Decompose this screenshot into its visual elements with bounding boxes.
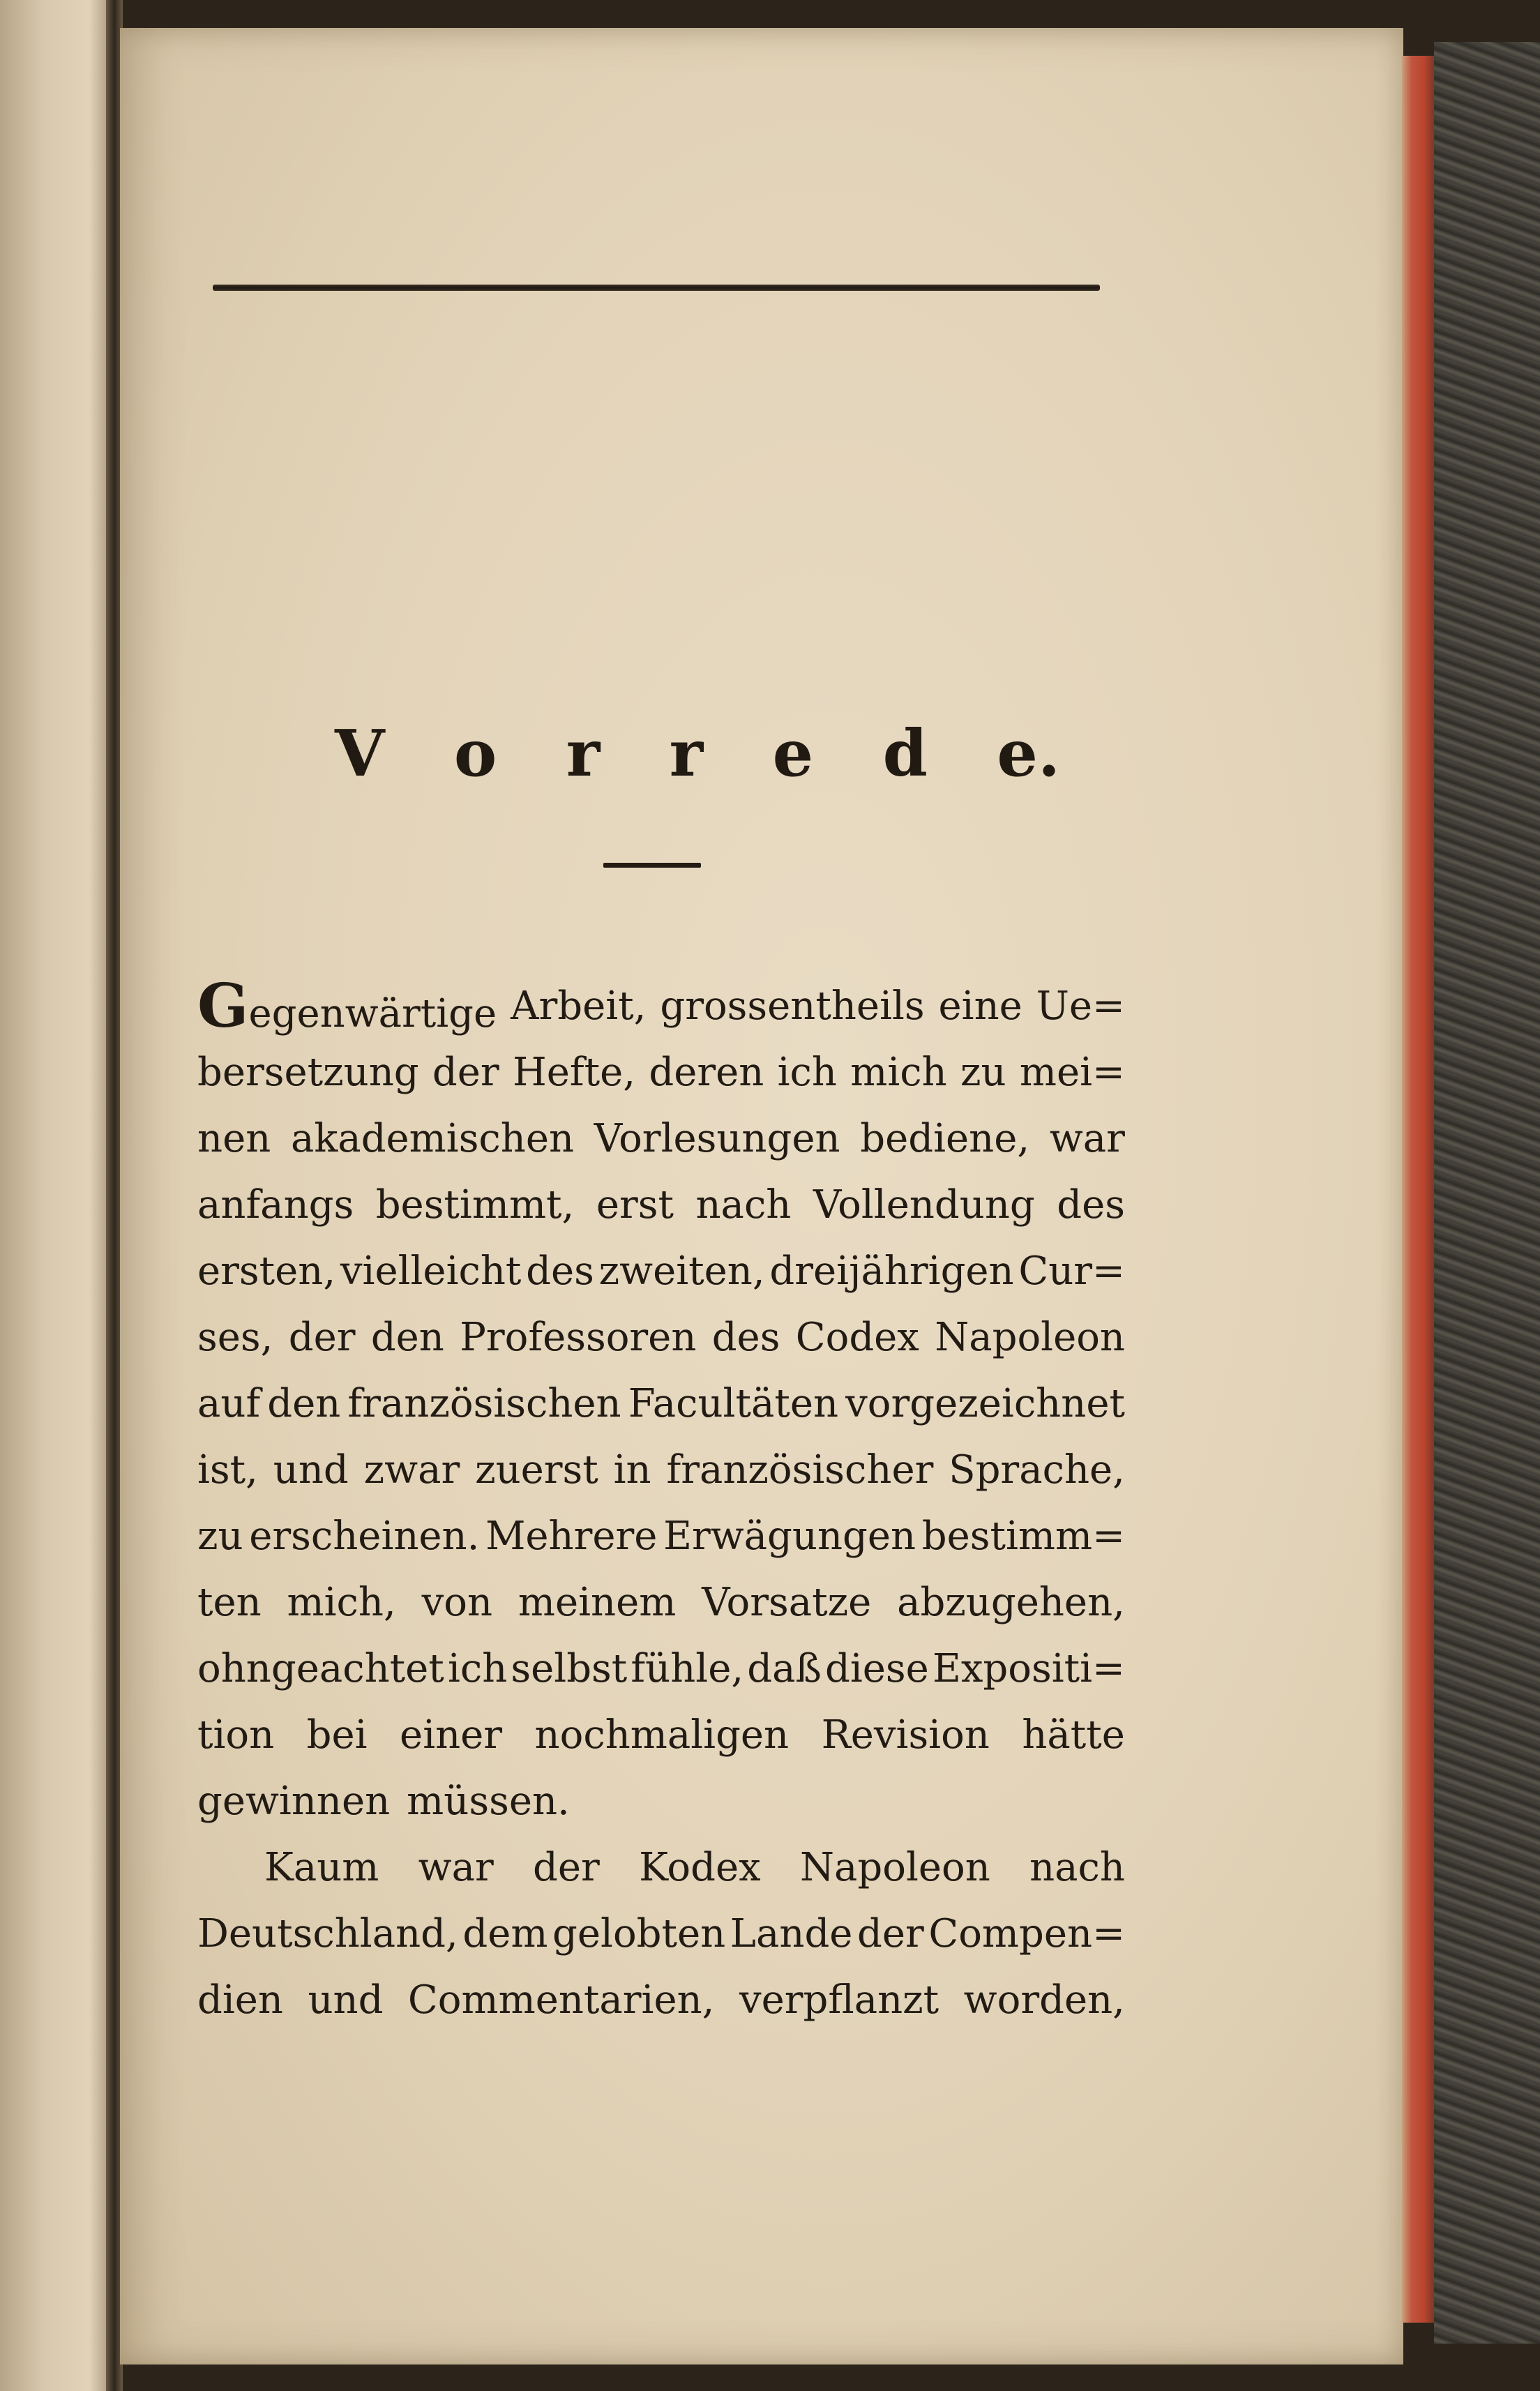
- word: bestimmt,: [375, 1182, 575, 1228]
- word: Cur=: [1018, 1249, 1125, 1294]
- title-letter: d: [882, 716, 928, 791]
- word: bestimm=: [921, 1514, 1125, 1559]
- text-line: [197, 1238, 1125, 1304]
- word: dem: [462, 1911, 548, 1956]
- title-rule: [603, 863, 701, 868]
- text-line: [197, 1834, 1125, 1901]
- word: ses,: [197, 1315, 273, 1360]
- word: nach: [695, 1182, 792, 1228]
- word: hätte: [1022, 1712, 1125, 1758]
- word: zu: [197, 1514, 243, 1559]
- word: Sprache,: [949, 1447, 1125, 1493]
- word: nach: [1029, 1845, 1125, 1890]
- word: den: [267, 1381, 341, 1426]
- word: ersten,: [197, 1249, 336, 1294]
- title-letter: o: [453, 716, 497, 791]
- word: Ue=: [1036, 983, 1125, 1029]
- word: worden,: [963, 1977, 1125, 2023]
- word: einer: [400, 1712, 503, 1758]
- word: Hefte,: [512, 1050, 636, 1095]
- text-line: [197, 1039, 1125, 1106]
- red-page-edges: [1402, 56, 1434, 2323]
- word: vielleicht: [340, 1249, 522, 1294]
- book-cover-edge: [1434, 42, 1540, 2344]
- word: vorgezeichnet: [845, 1381, 1125, 1426]
- word: ich: [777, 1050, 837, 1095]
- title-letter: r: [669, 716, 704, 791]
- page-title: [335, 715, 1060, 792]
- word: fühle,: [631, 1646, 744, 1691]
- title-letter: e.: [997, 716, 1060, 791]
- word: der: [857, 1911, 924, 1956]
- word: ten: [197, 1580, 262, 1625]
- word: Erwägungen: [663, 1514, 916, 1559]
- word: akademischen: [290, 1116, 575, 1161]
- word: des: [711, 1315, 780, 1360]
- word: Commentarien,: [407, 1977, 715, 2023]
- text-line: [197, 1106, 1125, 1172]
- word: bediene,: [860, 1116, 1030, 1161]
- word: erscheinen.: [249, 1514, 480, 1559]
- text-line: [197, 1304, 1125, 1371]
- facing-page-edge: [0, 0, 112, 2391]
- word: anfangs: [197, 1182, 354, 1228]
- word: grossentheils: [660, 983, 925, 1029]
- word: nen: [197, 1116, 271, 1161]
- word: mich: [850, 1050, 947, 1095]
- word: nochmaligen: [534, 1712, 790, 1758]
- word: Revision: [821, 1712, 990, 1758]
- word: dien: [197, 1977, 283, 2023]
- word: auf: [197, 1381, 261, 1426]
- word: bersetzung: [197, 1050, 419, 1095]
- text-line: [197, 1967, 1125, 2033]
- word: deren: [649, 1050, 764, 1095]
- text-line: [197, 1636, 1125, 1702]
- word: des: [1057, 1182, 1125, 1228]
- text-line: [197, 1702, 1125, 1768]
- word: und: [308, 1977, 384, 2023]
- word: der: [533, 1845, 600, 1890]
- word: Mehrere: [485, 1514, 658, 1559]
- word: Kaum: [264, 1845, 379, 1890]
- word: französischer: [666, 1447, 934, 1493]
- header-rule: [213, 285, 1100, 291]
- word: von: [421, 1580, 493, 1625]
- title-letter: r: [566, 716, 601, 791]
- word: diese: [825, 1646, 929, 1691]
- word: des: [526, 1249, 594, 1294]
- text-line: [197, 1901, 1125, 1967]
- word: Gegenwärtige: [197, 971, 497, 1041]
- word: Deutschland,: [197, 1911, 458, 1956]
- word: Codex: [795, 1315, 919, 1360]
- word: zwar: [363, 1447, 460, 1493]
- word: meinem: [518, 1580, 677, 1625]
- word: der: [288, 1315, 356, 1360]
- word: Lande: [730, 1911, 853, 1956]
- word: Professoren: [460, 1315, 697, 1360]
- word: Expositi=: [932, 1646, 1125, 1691]
- word: Vorlesungen: [594, 1116, 840, 1161]
- word: mich,: [287, 1580, 396, 1625]
- text-line: [197, 973, 1125, 1039]
- text-line: [197, 1371, 1125, 1437]
- word: französischen: [347, 1381, 621, 1426]
- word: dreijährigen: [769, 1249, 1014, 1294]
- word: erst: [596, 1182, 674, 1228]
- word: müssen.: [407, 1779, 570, 1824]
- word: daß: [747, 1646, 822, 1691]
- word: den: [370, 1315, 444, 1360]
- word: gelobten: [552, 1911, 726, 1956]
- title-letter: e: [772, 716, 814, 791]
- word: zu: [960, 1050, 1006, 1095]
- word: zuerst: [475, 1447, 598, 1493]
- word: Kodex: [639, 1845, 761, 1890]
- word: ist,: [197, 1447, 258, 1493]
- word: gewinnen: [197, 1779, 391, 1824]
- word: ich: [447, 1646, 508, 1691]
- word: eine: [938, 983, 1022, 1029]
- word: selbst: [511, 1646, 628, 1691]
- text-line: [197, 1437, 1125, 1503]
- word: Napoleon: [935, 1315, 1125, 1360]
- text-line: [197, 1172, 1125, 1238]
- word: Compen=: [928, 1911, 1125, 1956]
- text-line: [197, 1768, 1125, 1834]
- word: Arbeit,: [511, 983, 647, 1029]
- body-text: [197, 973, 1125, 2033]
- word: Facultäten: [628, 1381, 839, 1426]
- title-letter: V: [335, 716, 385, 791]
- word: verpflanzt: [739, 1977, 939, 2023]
- word: zweiten,: [598, 1249, 765, 1294]
- word: war: [1049, 1116, 1125, 1161]
- word: mei=: [1019, 1050, 1125, 1095]
- word: bei: [306, 1712, 368, 1758]
- word: und: [273, 1447, 349, 1493]
- text-line: [197, 1503, 1125, 1569]
- text-line: [197, 1569, 1125, 1636]
- word: Vorsatze: [702, 1580, 872, 1625]
- word: in: [613, 1447, 651, 1493]
- word: Napoleon: [800, 1845, 990, 1890]
- word: der: [432, 1050, 499, 1095]
- word: Vollendung: [813, 1182, 1035, 1228]
- word: tion: [197, 1712, 275, 1758]
- word: ohngeachtet: [197, 1646, 444, 1691]
- word: abzugehen,: [897, 1580, 1125, 1625]
- word: war: [418, 1845, 494, 1890]
